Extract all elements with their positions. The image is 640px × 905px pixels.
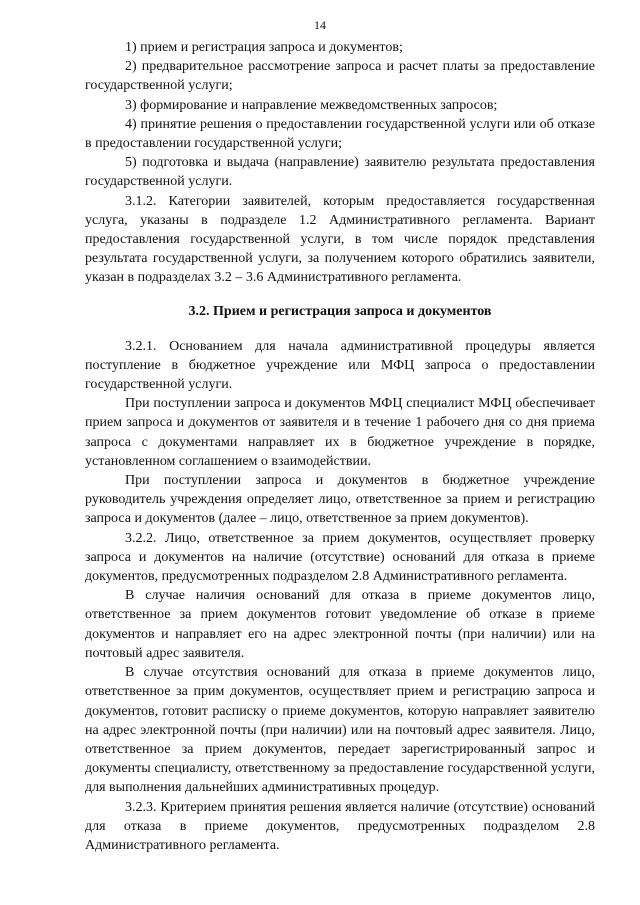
- list-item: 4) принятие решения о предоставлении государственной услуги или об отказе в предоставлении государственной услуги;: [85, 116, 595, 152]
- paragraph: При поступлении запроса и документов в бюджетное учреждение руководитель учреждения определяет лицо, ответственное за прием и регистрацию запроса и документов (далее – лицо, ответственное за прием документов).: [85, 473, 595, 527]
- paragraph: В случае отсутствия оснований для отказа в приеме документов лицо, ответственное за прим документов, осуществляет прием и регистрацию запроса и документов, готовит расписку о приеме документов, которую направляет заявителю на адрес электронной почты (при наличии) или на почтовый адрес заявителя. Лицо, ответственное за прием документов, передает зарегистрированный запрос и документы специалисту, ответственному за предоставление государственной услуги, для выполнения дальнейших административных процедур.: [85, 665, 595, 796]
- list-item: 5) подготовка и выдача (направление) заявителю результата предоставления государственной услуги.: [85, 155, 595, 190]
- paragraph: 3.2.3. Критерием принятия решения является наличие (отсутствие) оснований для отказа в приеме документов, предусмотренных подразделом 2.8 Административного регламента.: [85, 799, 595, 853]
- paragraph: 3.2.1. Основанием для начала административной процедуры является поступление в бюджетное учреждение или МФЦ запроса о предоставлении государственной услуги.: [85, 338, 595, 393]
- paragraph: 3.2.2. Лицо, ответственное за прием документов, осуществляет проверку запроса и документов на наличие (отсутствие) оснований для отказа в приеме документов, предусмотренных подразделом 2.8 Административного регламента.: [85, 530, 595, 585]
- paragraph: В случае наличия оснований для отказа в приеме документов лицо, ответственное за прием документов готовит уведомление об отказе в приеме документов и направляет его на адрес электронной почты (при наличии) или на почтовый адрес заявителя.: [85, 588, 595, 661]
- paragraph: 3.1.2. Категории заявителей, которым предоставляется государственная услуга, указаны в подразделе 1.2 Административного регламента. Вариант предоставления государственной услуги, в том числе порядок представления результата государственной услуги, за получением которого обратились заявители, указан в подразделах 3.2 – 3.6 Административного регламента.: [85, 193, 595, 286]
- document-body: [85, 38, 595, 855]
- page-number: 14: [314, 18, 326, 32]
- list-item: 2) предварительное рассмотрение запроса и расчет платы за предоставление государственной услуги;: [85, 59, 595, 94]
- section-title: 3.2. Прием и регистрация запроса и документов: [188, 303, 492, 319]
- list-item: 3) формирование и направление межведомственных запросов;: [125, 97, 498, 113]
- paragraph: При поступлении запроса и документов МФЦ специалист МФЦ обеспечивает прием запроса и документов от заявителя и в течение 1 рабочего дня со дня приема запроса с документами направляет их в бюджетное учреждение в порядке, установленном соглашением о взаимодействии.: [85, 396, 595, 469]
- list-item: 1) прием и регистрация запроса и документов;: [125, 40, 403, 55]
